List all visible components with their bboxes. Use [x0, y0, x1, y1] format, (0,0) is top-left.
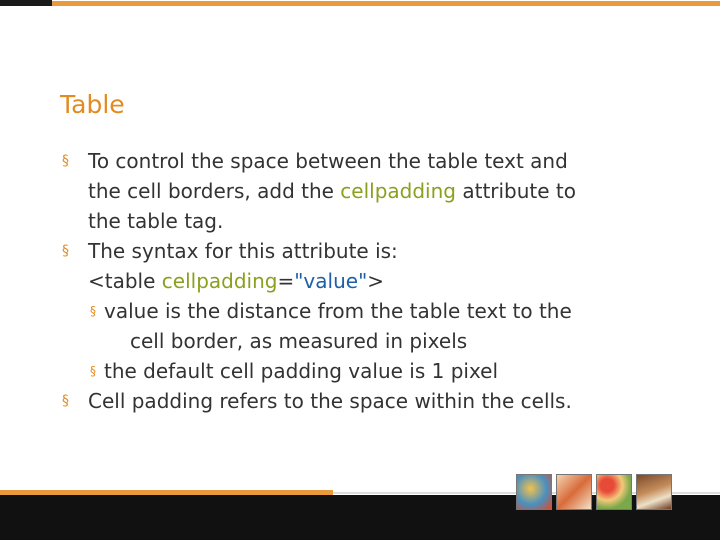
top-bar-dark	[0, 0, 52, 6]
bullet-1	[62, 146, 682, 236]
sub-bullet-1	[62, 296, 682, 356]
sub-bullet-2-text: the default cell padding value is 1 pixel	[104, 359, 499, 383]
code-attr: cellpadding	[161, 269, 278, 293]
slide-title: Table	[60, 90, 125, 119]
bullet-2-line-1: The syntax for this attribute is:	[88, 239, 398, 263]
sub-bullet-marker: §	[90, 304, 96, 318]
bullet-marker: §	[62, 243, 69, 259]
thumbnail-image-3	[596, 474, 632, 510]
thumbnail-image-2	[556, 474, 592, 510]
bullet-1-line-1: To control the space between the table text and	[88, 149, 568, 173]
keyword-cellpadding: cellpadding	[340, 179, 456, 203]
code-eq: =	[277, 269, 295, 293]
top-bar-orange	[52, 1, 720, 6]
bullet-1-text: the cell borders, add the	[88, 179, 341, 203]
bullet-marker: §	[62, 153, 69, 169]
slide-content	[62, 146, 682, 416]
thumbnail-image-1	[516, 474, 552, 510]
bullet-2	[62, 236, 682, 386]
bullet-1-line-3: the table tag.	[88, 209, 224, 233]
sub-bullet-1-line-2: cell border, as measured in pixels	[130, 329, 468, 353]
bullet-1-text-post: attribute to	[455, 179, 577, 203]
bullet-marker: §	[62, 393, 69, 409]
code-value: "value"	[294, 269, 368, 293]
code-open: <table	[88, 269, 162, 293]
syntax-code	[88, 266, 682, 296]
thumbnail-image-4	[636, 474, 672, 510]
decorative-thumbnails	[516, 474, 672, 510]
sub-bullet-1-line-1: value is the distance from the table text to the	[104, 299, 572, 323]
sub-bullet-marker: §	[90, 364, 96, 378]
sub-bullet-2	[62, 356, 682, 386]
bullet-1-line-2	[88, 176, 682, 206]
code-close: >	[367, 269, 385, 293]
bullet-3-text: Cell padding refers to the space within the cells.	[88, 389, 572, 413]
bullet-3	[62, 386, 682, 416]
